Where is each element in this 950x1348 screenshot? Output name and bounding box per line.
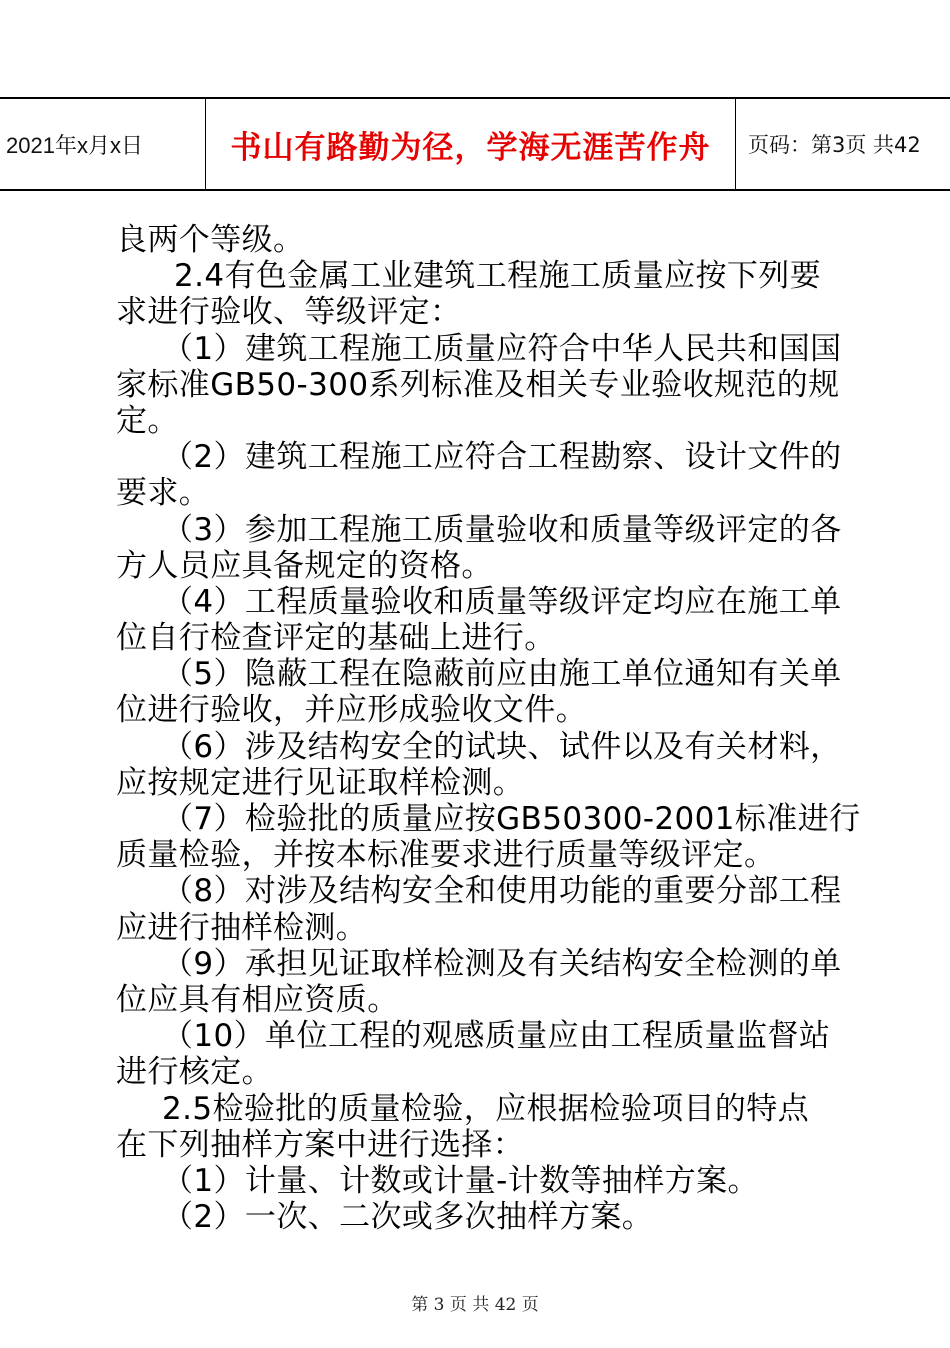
body-line: 在下列抽样方案中进行选择： — [116, 1126, 525, 1163]
body-line: （2）建筑工程施工应符合工程勘察、设计文件的 — [162, 439, 842, 476]
body-line: （5）隐蔽工程在隐蔽前应由施工单位通知有关单 — [162, 656, 842, 693]
body-line: （4）工程质量验收和质量等级评定均应在施工单 — [162, 583, 842, 620]
body-line: 良两个等级。 — [116, 222, 305, 258]
body-line: 2.5检验批的质量检验，应根据检验项目的特点 — [162, 1090, 810, 1127]
body-line: （9）承担见证取样检测及有关结构安全检测的单 — [162, 945, 842, 982]
body-line: （8）对涉及结构安全和使用功能的重要分部工程 — [162, 873, 842, 910]
body-line: （1）计量、计数或计量-计数等抽样方案。 — [162, 1162, 759, 1199]
body-line: （7）检验批的质量应按GB50300-2001标准进行 — [162, 801, 861, 837]
page-header — [0, 97, 950, 191]
body-line: 家标准GB50-300系列标准及相关专业验收规范的规 — [116, 366, 840, 403]
document-body — [116, 222, 861, 1236]
body-line: （1）建筑工程施工质量应符合中华人民共和国国 — [162, 330, 842, 367]
body-line: 方人员应具备规定的资格。 — [116, 547, 493, 584]
body-line: 位应具有相应资质。 — [116, 981, 399, 1018]
body-line: 进行核定。 — [116, 1054, 273, 1091]
body-line: 求进行验收、等级评定： — [116, 294, 462, 331]
body-line: （3）参加工程施工质量验收和质量等级评定的各 — [162, 511, 842, 548]
body-line: 应进行抽样检测。 — [116, 909, 368, 946]
body-line: （10）单位工程的观感质量应由工程质量监督站 — [162, 1018, 831, 1055]
body-line: （2）一次、二次或多次抽样方案。 — [162, 1199, 654, 1236]
body-line: 位自行检查评定的基础上进行。 — [116, 620, 556, 657]
body-line: 定。 — [116, 402, 179, 439]
body-line: 2.4有色金属工业建筑工程施工质量应按下列要 — [174, 258, 822, 295]
body-line: 位进行验收，并应形成验收文件。 — [116, 692, 587, 729]
body-line: 应按规定进行见证取样检测。 — [116, 764, 525, 801]
body-line: 质量检验，并按本标准要求进行质量等级评定。 — [116, 837, 776, 874]
body-line: 要求。 — [116, 475, 211, 512]
body-line: （6）涉及结构安全的试块、试件以及有关材料， — [162, 728, 842, 765]
header-motto: 书山有路勤为径，学海无涯苦作舟 — [206, 99, 736, 189]
page-footer: 第 3 页 共 42 页 — [411, 1295, 539, 1315]
header-date: 2021年x月x日 — [0, 99, 206, 189]
header-page-info: 页码：第3页 共42 — [748, 133, 921, 157]
